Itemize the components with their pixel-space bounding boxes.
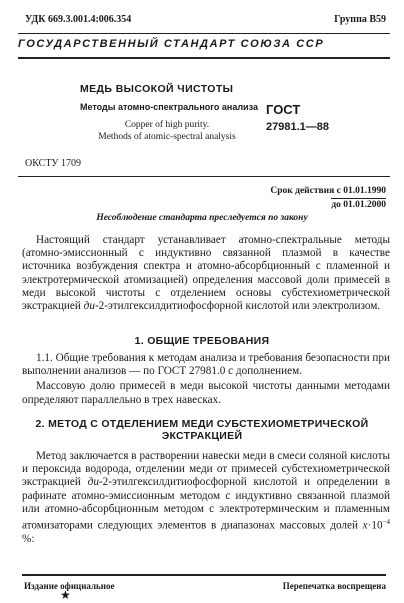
section2-body (22, 450, 390, 546)
intro-paragraph (22, 234, 390, 313)
footer-rule (22, 574, 386, 576)
section2-heading-line2: ЭКСТРАКЦИЕЙ (161, 430, 243, 442)
section1-heading: 1. ОБЩИЕ ТРЕБОВАНИЯ (134, 335, 270, 347)
star-icon: ★ (60, 588, 71, 602)
validity-from: Срок действия с 01.01.1990 (270, 186, 386, 196)
intro-text (22, 234, 390, 313)
section2-heading-line1: 2. МЕТОД С ОТДЕЛЕНИЕМ МЕДИ СУБСТЕХИОМЕТРИЧЕСКОЙ (35, 418, 369, 430)
section2-reagent: ди (87, 476, 99, 489)
section2-paragraph (22, 450, 390, 546)
header-rule (18, 33, 390, 34)
intro-text-part1: Настоящий стандарт устанавливает атомно-спектральные методы (атомно-эмиссионный с индуктивно связанной плазмой в качестве источника возбуждения спектра и атомно-абсорбционный с пламенной и электротермической атомизацией) определения массовой доли примесей в меди высокой чистоты с отделением основы субстехиометрической экстракцией (22, 234, 390, 313)
udk-code: УДК 669.3.001.4:006.354 (25, 14, 132, 25)
section1-body (22, 352, 390, 407)
group-code: Группа В59 (334, 14, 386, 25)
document-subtitle: Методы атомно-спектрального анализа (80, 102, 258, 112)
enforcement-notice: Несоблюдение стандарта преследуется по закону (96, 213, 308, 223)
section1-paragraph1: 1.1. Общие требования к методам анализа и требования безопасности при выполнении анализов — по ГОСТ 27981.0 с дополнением. (22, 352, 390, 378)
section2-text-part1: Метод заключается в растворении навески меди в смеси соляной кислоты и пероксида водорода, отделении меди от примесей субстехиометрической экстракцией (22, 450, 390, 489)
okstu-rule (18, 176, 390, 177)
intro-text-part2: -2-этилгексилдитиофосфорной кислотой или электролизом. (94, 300, 381, 313)
document-title: МЕДЬ ВЫСОКОЙ ЧИСТОТЫ (80, 83, 234, 95)
english-title (98, 119, 236, 143)
reprint-note: Перепечатка воспрещена (282, 581, 386, 591)
edition-note: Издание официальное (24, 581, 115, 591)
section2-exponent: −4 (382, 518, 390, 527)
intro-reagent: ди (83, 300, 95, 313)
section2-x-symbol: x (362, 519, 368, 532)
english-title-line2: Methods of atomic-spectral analysis (98, 132, 236, 142)
section2-power-base: ·10 (367, 519, 383, 532)
standard-banner: ГОСУДАРСТВЕННЫЙ СТАНДАРТ СОЮЗА ССР (18, 38, 325, 50)
gost-label: ГОСТ (266, 102, 301, 117)
validity-to: до 01.01.2000 (331, 200, 386, 210)
okstu-code: ОКСТУ 1709 (25, 158, 82, 169)
english-title-line1: Copper of high purity. (124, 120, 210, 130)
section2-text-part2: -2-этилгексилдитиофосфорной кислотой и определении в рафинате атомно-эмиссионным методом с индуктивно связанной плазмой или атомно-абсорбционным методом с электротермическим и пламенным атомизаторами следующих элементов в диапазонах массовых долей (22, 476, 390, 532)
section2-heading (0, 418, 404, 442)
gost-number: 27981.1—88 (266, 121, 329, 133)
banner-rule (18, 57, 390, 59)
section1-paragraph2: Массовую долю примесей в меди высокой чистоты данными методами определяют параллельно в трех навесках. (22, 380, 390, 406)
section2-percent: %: (22, 532, 35, 545)
